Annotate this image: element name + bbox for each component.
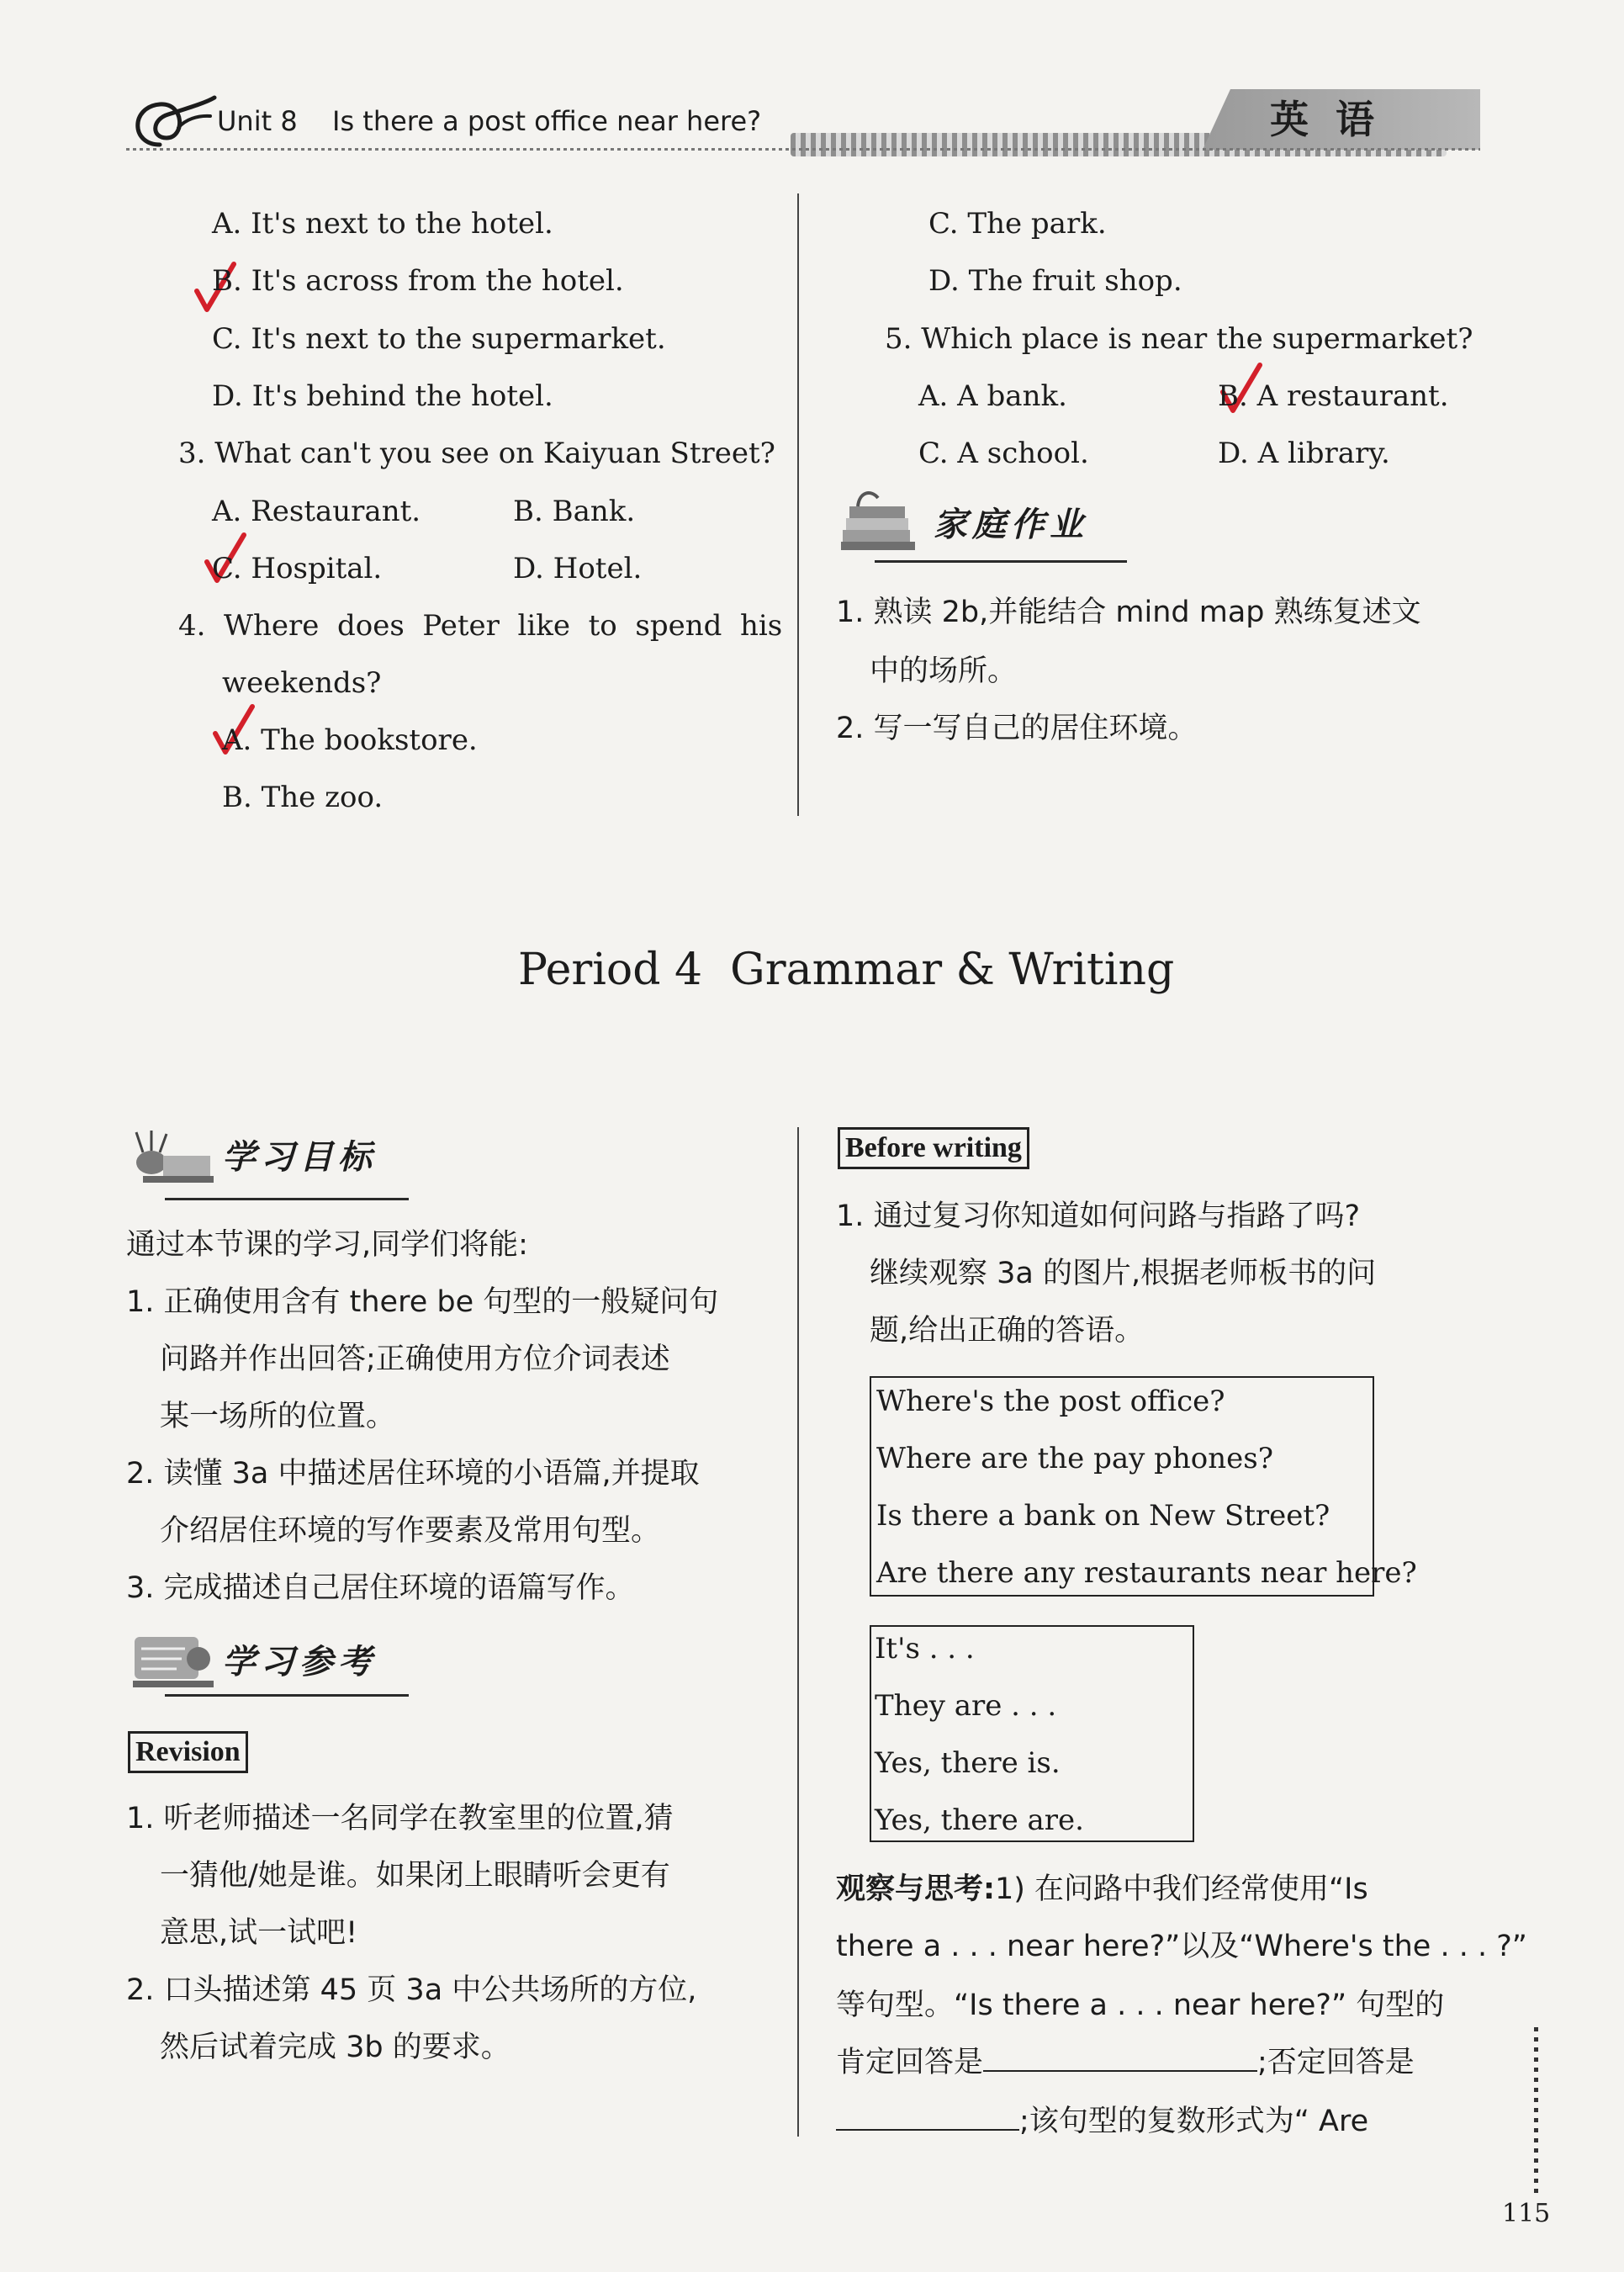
answer-4: Yes, there are. [875, 1803, 1084, 1837]
objective-1-line1: 1. 正确使用含有 there be 句型的一般疑问句 [126, 1285, 719, 1319]
q5-option-a: A. A bank. [918, 379, 1067, 413]
observe-line-5 [836, 2105, 1368, 2138]
objectives-title-underline [165, 1198, 409, 1200]
before-writing-item-1-line2: 继续观察 3a 的图片,根据老师板书的问 [870, 1257, 1377, 1290]
page-number: 115 [1502, 2199, 1551, 2228]
objectives-intro: 通过本节课的学习,同学们将能: [126, 1228, 528, 1262]
q4-question-line1: 4. Where does Peter like to spend his [178, 609, 783, 643]
before-writing-item-1-line3: 题,给出正确的答语。 [870, 1314, 1145, 1348]
homework-item-2: 2. 写一写自己的居住环境。 [836, 712, 1198, 745]
objective-2-line1: 2. 读懂 3a 中描述居住环境的小语篇,并提取 [126, 1457, 700, 1491]
observe-line-1 [836, 1872, 1368, 1906]
q3-option-d: D. Hotel. [513, 552, 643, 585]
homework-item-1-line2: 中的场所。 [870, 654, 1018, 688]
q4-question-line2: weekends? [222, 666, 382, 700]
question-2: Where are the pay phones? [876, 1442, 1273, 1475]
q2-option-b: B. It's across from the hotel. [212, 264, 624, 298]
question-1: Where's the post office? [876, 1385, 1225, 1418]
subject-label: 英 语 [1270, 97, 1382, 142]
negative-answer-blank[interactable] [836, 2129, 1019, 2131]
homework-title-underline [875, 560, 1127, 563]
q2-option-d: D. It's behind the hotel. [212, 379, 553, 413]
revision-item-2-line1: 2. 口头描述第 45 页 3a 中公共场所的方位, [126, 1973, 697, 2007]
question-3: Is there a bank on New Street? [876, 1499, 1330, 1533]
column-divider-bottom [797, 1127, 799, 2137]
observe-line-2: there a . . . near here?”以及“Where's the . . . ?” [836, 1930, 1527, 1963]
homework-books-icon [838, 486, 918, 562]
observe-plural-label: ;该句型的复数形式为“ Are [1019, 2105, 1369, 2138]
objectives-title: 学习目标 [222, 1137, 377, 1177]
answer-1: It's . . . [875, 1632, 975, 1666]
revision-item-1-line3: 意思,试一试吧! [160, 1916, 358, 1950]
answer-2: They are . . . [875, 1689, 1057, 1723]
observe-line-3: 等句型。“Is there a . . . near here?” 句型的 [836, 1989, 1445, 2022]
q4-option-b: B. The zoo. [222, 781, 384, 814]
q5-question: 5. Which place is near the supermarket? [885, 322, 1473, 356]
reference-scroll-icon [126, 1629, 219, 1696]
objective-2-line2: 介绍居住环境的写作要素及常用句型。 [160, 1514, 661, 1548]
q3-question: 3. What can't you see on Kaiyuan Street? [178, 437, 775, 470]
swirl-logo-icon [126, 94, 219, 151]
objective-1-line3: 某一场所的位置。 [160, 1400, 396, 1433]
q5-option-b: B. A restaurant. [1218, 379, 1449, 413]
before-writing-tag: Before writing [838, 1127, 1029, 1169]
q5-option-d: D. A library. [1218, 437, 1390, 470]
q3-option-c: C. Hospital. [212, 552, 383, 585]
q5-option-c: C. A school. [918, 437, 1089, 470]
objective-1-line2: 问路并作出回答;正确使用方位介词表述 [160, 1343, 670, 1376]
column-divider-top [797, 193, 799, 816]
observe-line-4 [836, 2046, 1415, 2079]
reference-title-underline [165, 1694, 409, 1697]
q4-option-d: D. The fruit shop. [928, 264, 1182, 298]
observe-label: 观察与思考: [836, 1872, 995, 1906]
revision-item-2-line2: 然后试着完成 3b 的要求。 [160, 2031, 510, 2064]
q2-option-a: A. It's next to the hotel. [212, 207, 553, 241]
question-4: Are there any restaurants near here? [876, 1556, 1417, 1590]
objective-3: 3. 完成描述自己居住环境的语篇写作。 [126, 1571, 635, 1605]
before-writing-item-1-line1: 1. 通过复习你知道如何问路与指路了吗? [836, 1200, 1361, 1233]
unit-title: Is there a post office near here? [332, 105, 762, 137]
revision-tag: Revision [128, 1731, 248, 1773]
observe-text-1: 1) 在问路中我们经常使用“Is [995, 1872, 1368, 1906]
unit-label: Unit 8 [217, 105, 298, 137]
margin-dotted-line [1534, 2027, 1538, 2195]
q4-option-a: A. The bookstore. [222, 723, 478, 757]
observe-positive-label: 肯定回答是 [836, 2046, 984, 2079]
period-title: Period 4 Grammar & Writing [518, 945, 1175, 995]
revision-item-1-line1: 1. 听老师描述一名同学在教室里的位置,猜 [126, 1802, 674, 1835]
homework-title: 家庭作业 [934, 505, 1088, 544]
positive-answer-blank[interactable] [983, 2070, 1257, 2072]
objectives-icon [126, 1127, 219, 1194]
answer-3: Yes, there is. [875, 1746, 1061, 1780]
revision-item-1-line2: 一猜他/她是谁。如果闭上眼睛听会更有 [160, 1859, 670, 1893]
q2-option-c: C. It's next to the supermarket. [212, 322, 666, 356]
observe-negative-label: ;否定回答是 [1257, 2046, 1415, 2079]
q4-option-c: C. The park. [928, 207, 1107, 241]
homework-item-1-line1: 1. 熟读 2b,并能结合 mind map 熟练复述文 [836, 596, 1421, 629]
reference-title: 学习参考 [222, 1642, 377, 1681]
q3-option-a: A. Restaurant. [212, 495, 421, 528]
q3-option-b: B. Bank. [513, 495, 636, 528]
header-rule [126, 148, 1480, 151]
